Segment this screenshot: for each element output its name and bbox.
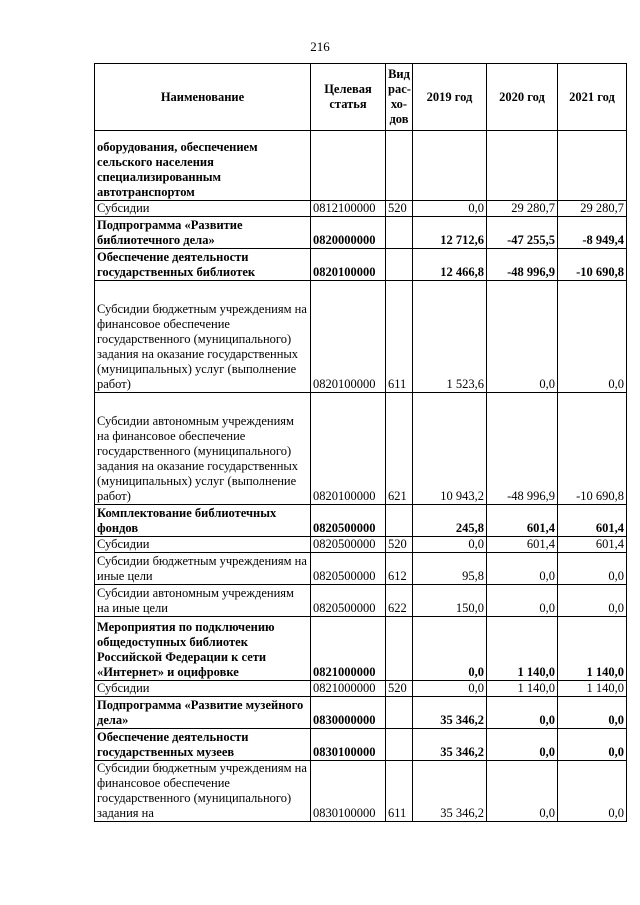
row-name: Субсидии бюджетным учреждениям на иные цели [95, 553, 311, 585]
row-value-2019: 0,0 [413, 537, 487, 553]
row-value-2021: -8 949,4 [558, 217, 627, 249]
row-name: Комплектование библиотечных фондов [95, 505, 311, 537]
row-value-2021: -10 690,8 [558, 249, 627, 281]
row-target-code: 0820500000 [311, 537, 386, 553]
table-row [95, 217, 627, 249]
header-row [95, 64, 627, 131]
row-value-2020: 0,0 [487, 697, 558, 729]
row-value-2020: 1 140,0 [487, 681, 558, 697]
row-value-2019: 35 346,2 [413, 761, 487, 822]
row-value-2020 [487, 131, 558, 201]
row-target-code: 0830100000 [311, 761, 386, 822]
row-value-2020: 0,0 [487, 761, 558, 822]
row-expense-type [386, 697, 413, 729]
row-expense-type: 611 [386, 281, 413, 393]
row-value-2020: 0,0 [487, 553, 558, 585]
row-name: Субсидии [95, 537, 311, 553]
row-expense-type [386, 729, 413, 761]
row-value-2020: -48 996,9 [487, 249, 558, 281]
row-value-2020: 1 140,0 [487, 617, 558, 681]
row-target-code: 0821000000 [311, 681, 386, 697]
row-target-code [311, 131, 386, 201]
row-target-code: 0830100000 [311, 729, 386, 761]
row-name: Подпрограмма «Развитие музейного дела» [95, 697, 311, 729]
row-value-2019: 150,0 [413, 585, 487, 617]
page-number: 216 [310, 39, 330, 54]
row-target-code: 0820000000 [311, 217, 386, 249]
row-expense-type [386, 505, 413, 537]
row-value-2019: 35 346,2 [413, 729, 487, 761]
row-value-2021: 0,0 [558, 697, 627, 729]
row-name: Обеспечение деятельности государственных библиотек [95, 249, 311, 281]
row-name: Субсидии [95, 201, 311, 217]
row-value-2020: 601,4 [487, 505, 558, 537]
row-value-2019: 12 466,8 [413, 249, 487, 281]
row-expense-type [386, 217, 413, 249]
table-row [95, 201, 627, 217]
row-value-2020: 29 280,7 [487, 201, 558, 217]
table-row [95, 617, 627, 681]
table-row [95, 553, 627, 585]
row-name: Субсидии [95, 681, 311, 697]
row-value-2021: 0,0 [558, 729, 627, 761]
table-row [95, 249, 627, 281]
row-value-2020: 0,0 [487, 729, 558, 761]
row-name: Обеспечение деятельности государственных музеев [95, 729, 311, 761]
table-row [95, 697, 627, 729]
row-value-2019: 1 523,6 [413, 281, 487, 393]
header-vr: Вид рас-хо-дов [386, 64, 413, 131]
row-expense-type: 612 [386, 553, 413, 585]
table-row [95, 393, 627, 505]
row-target-code: 0820500000 [311, 553, 386, 585]
row-target-code: 0820100000 [311, 249, 386, 281]
row-target-code: 0820500000 [311, 585, 386, 617]
row-value-2020: 601,4 [487, 537, 558, 553]
header-2021: 2021 год [558, 64, 627, 131]
row-name: Субсидии автономным учреждениям на иные цели [95, 585, 311, 617]
row-target-code: 0821000000 [311, 617, 386, 681]
row-expense-type [386, 131, 413, 201]
row-expense-type [386, 249, 413, 281]
header-name: Наименование [95, 64, 311, 131]
table-row [95, 281, 627, 393]
row-value-2020: -47 255,5 [487, 217, 558, 249]
header-code: Целевая статья [311, 64, 386, 131]
row-value-2021: -10 690,8 [558, 393, 627, 505]
row-name: Субсидии автономным учреждениям на финансовое обеспечение государственного (муниципального) задания на оказание государственных (муниципальных) услуг (выполнение работ) [95, 393, 311, 505]
row-value-2020: 0,0 [487, 585, 558, 617]
row-value-2019: 12 712,6 [413, 217, 487, 249]
row-value-2021: 0,0 [558, 281, 627, 393]
row-value-2021: 601,4 [558, 537, 627, 553]
row-target-code: 0820500000 [311, 505, 386, 537]
row-value-2021: 601,4 [558, 505, 627, 537]
row-expense-type: 520 [386, 681, 413, 697]
table-row [95, 131, 627, 201]
row-value-2020: -48 996,9 [487, 393, 558, 505]
row-name: оборудования, обеспечением сельского населения специализированным автотранспортом [95, 131, 311, 201]
row-value-2021 [558, 131, 627, 201]
row-value-2019: 0,0 [413, 201, 487, 217]
table-row [95, 761, 627, 822]
row-expense-type [386, 617, 413, 681]
row-value-2021: 1 140,0 [558, 681, 627, 697]
budget-table [94, 63, 627, 822]
row-expense-type: 611 [386, 761, 413, 822]
row-value-2021: 0,0 [558, 585, 627, 617]
header-2019: 2019 год [413, 64, 487, 131]
row-target-code: 0812100000 [311, 201, 386, 217]
row-expense-type: 621 [386, 393, 413, 505]
row-value-2019: 0,0 [413, 617, 487, 681]
row-expense-type: 520 [386, 201, 413, 217]
table-row [95, 537, 627, 553]
row-expense-type: 520 [386, 537, 413, 553]
table-row [95, 681, 627, 697]
row-value-2021: 29 280,7 [558, 201, 627, 217]
row-value-2019: 95,8 [413, 553, 487, 585]
row-target-code: 0830000000 [311, 697, 386, 729]
table-row [95, 505, 627, 537]
table-row [95, 585, 627, 617]
row-value-2019: 0,0 [413, 681, 487, 697]
row-name: Субсидии бюджетным учреждениям на финансовое обеспечение государственного (муниципального) задания на [95, 761, 311, 822]
row-name: Субсидии бюджетным учреждениям на финансовое обеспечение государственного (муниципального) задания на оказание государственных (муниципальных) услуг (выполнение работ) [95, 281, 311, 393]
row-value-2021: 0,0 [558, 553, 627, 585]
row-name: Подпрограмма «Развитие библиотечного дела» [95, 217, 311, 249]
row-expense-type: 622 [386, 585, 413, 617]
row-name: Мероприятия по подключению общедоступных библиотек Российской Федерации к сети «Интернет» и оцифровке [95, 617, 311, 681]
row-value-2019: 245,8 [413, 505, 487, 537]
header-2020: 2020 год [487, 64, 558, 131]
row-target-code: 0820100000 [311, 281, 386, 393]
row-value-2021: 1 140,0 [558, 617, 627, 681]
row-value-2019 [413, 131, 487, 201]
row-target-code: 0820100000 [311, 393, 386, 505]
row-value-2019: 10 943,2 [413, 393, 487, 505]
row-value-2019: 35 346,2 [413, 697, 487, 729]
row-value-2020: 0,0 [487, 281, 558, 393]
table-row [95, 729, 627, 761]
row-value-2021: 0,0 [558, 761, 627, 822]
